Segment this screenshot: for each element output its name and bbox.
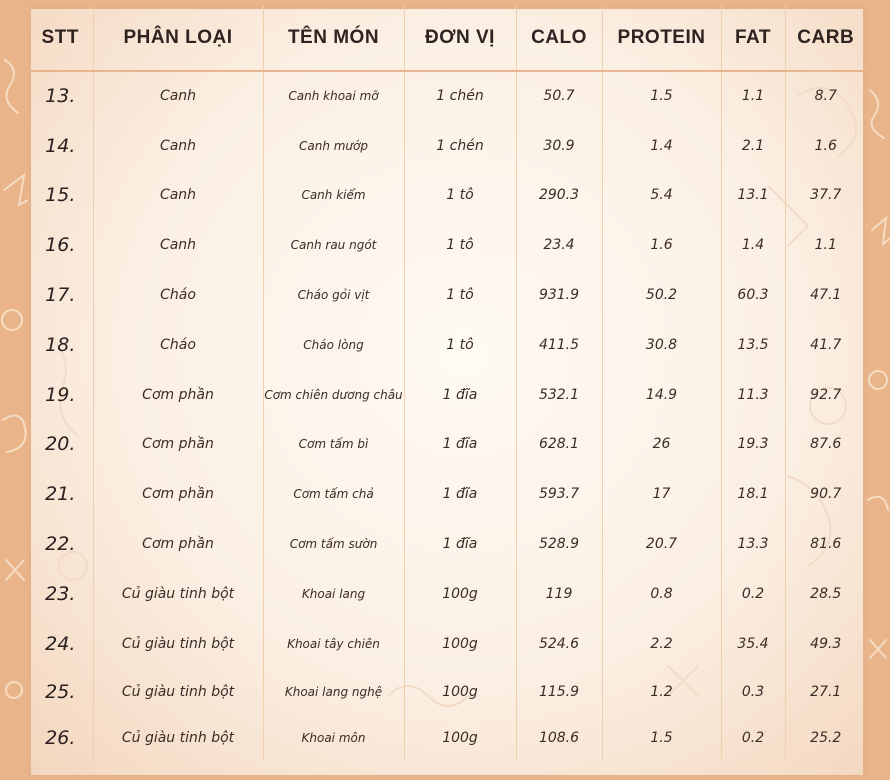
cell-dish: Cháo gỏi vịt: [263, 270, 404, 320]
cell-category: Cơm phần: [93, 469, 263, 519]
cell-calo: 115.9: [516, 669, 602, 715]
table-row: [28, 220, 866, 270]
cell-category: Canh: [93, 121, 263, 171]
table-row: [28, 171, 866, 221]
cell-protein: 1.6: [602, 220, 721, 270]
cell-calo: 119: [516, 569, 602, 619]
cell-calo: 931.9: [516, 270, 602, 320]
cell-unit: 100g: [404, 669, 516, 715]
cell-fat: 19.3: [721, 420, 785, 470]
cell-fat: 18.1: [721, 469, 785, 519]
cell-carb: 1.6: [785, 121, 866, 171]
cell-carb: 87.6: [785, 420, 866, 470]
cell-category: Cháo: [93, 320, 263, 370]
cell-unit: 1 chén: [404, 71, 516, 121]
cell-category: Canh: [93, 220, 263, 270]
cell-calo: 628.1: [516, 420, 602, 470]
cell-fat: 0.2: [721, 715, 785, 761]
cell-category: Củ giàu tinh bột: [93, 619, 263, 669]
cell-protein: 1.2: [602, 669, 721, 715]
cell-category: Cơm phần: [93, 370, 263, 420]
cell-dish: Canh khoai mỡ: [263, 71, 404, 121]
cell-unit: 100g: [404, 619, 516, 669]
table-row: [28, 270, 866, 320]
cell-stt: 24.: [45, 632, 76, 655]
cell-carb: 28.5: [785, 569, 866, 619]
cell-calo: 108.6: [516, 715, 602, 761]
table-body: [28, 71, 866, 761]
header-calo: CALO: [516, 6, 602, 71]
cell-calo: 532.1: [516, 370, 602, 420]
cell-fat: 2.1: [721, 121, 785, 171]
cell-fat: 13.1: [721, 171, 785, 221]
table-row: [28, 370, 866, 420]
table-row: [28, 121, 866, 171]
cell-calo: 23.4: [516, 220, 602, 270]
cell-carb: 47.1: [785, 270, 866, 320]
cell-stt: 14.: [45, 134, 76, 157]
cell-fat: 13.5: [721, 320, 785, 370]
cell-dish: Cơm tấm sườn: [263, 519, 404, 569]
cell-unit: 1 đĩa: [404, 469, 516, 519]
cell-dish: Khoai môn: [263, 715, 404, 761]
header-protein: PROTEIN: [602, 6, 721, 71]
table-row: [28, 669, 866, 715]
cell-stt: 15.: [45, 184, 76, 207]
cell-stt: 26.: [45, 726, 76, 749]
cell-unit: 100g: [404, 569, 516, 619]
cell-carb: 8.7: [785, 71, 866, 121]
cell-calo: 528.9: [516, 519, 602, 569]
cell-stt: 23.: [45, 582, 76, 605]
cell-carb: 49.3: [785, 619, 866, 669]
cell-unit: 1 đĩa: [404, 420, 516, 470]
cell-dish: Khoai tây chiên: [263, 619, 404, 669]
cell-calo: 593.7: [516, 469, 602, 519]
cell-carb: 81.6: [785, 519, 866, 569]
cell-stt: 18.: [45, 333, 76, 356]
cell-stt: 13.: [45, 85, 76, 108]
cell-stt: 22.: [45, 533, 76, 556]
cell-protein: 0.8: [602, 569, 721, 619]
header-stt: STT: [28, 6, 93, 71]
cell-stt: 21.: [45, 483, 76, 506]
cell-protein: 14.9: [602, 370, 721, 420]
cell-dish: Cơm chiên dương châu: [263, 370, 404, 420]
cell-calo: 524.6: [516, 619, 602, 669]
cell-dish: Canh kiểm: [263, 171, 404, 221]
cell-dish: Canh mướp: [263, 121, 404, 171]
cell-stt: 19.: [45, 383, 76, 406]
nutrition-table: [28, 6, 866, 761]
cell-unit: 1 chén: [404, 121, 516, 171]
cell-fat: 35.4: [721, 619, 785, 669]
cell-fat: 0.2: [721, 569, 785, 619]
cell-category: Cháo: [93, 270, 263, 320]
table-row: [28, 715, 866, 761]
cell-unit: 1 tô: [404, 320, 516, 370]
cell-carb: 27.1: [785, 669, 866, 715]
table-row: [28, 519, 866, 569]
header-unit: ĐƠN VỊ: [404, 6, 516, 71]
cell-calo: 50.7: [516, 71, 602, 121]
cell-calo: 411.5: [516, 320, 602, 370]
cell-category: Canh: [93, 171, 263, 221]
cell-category: Cơm phần: [93, 519, 263, 569]
cell-protein: 5.4: [602, 171, 721, 221]
cell-protein: 1.5: [602, 715, 721, 761]
cell-unit: 1 đĩa: [404, 370, 516, 420]
cell-dish: Khoai lang nghệ: [263, 669, 404, 715]
cell-carb: 90.7: [785, 469, 866, 519]
cell-category: Củ giàu tinh bột: [93, 669, 263, 715]
cell-carb: 37.7: [785, 171, 866, 221]
table-row: [28, 320, 866, 370]
cell-fat: 1.1: [721, 71, 785, 121]
cell-unit: 100g: [404, 715, 516, 761]
cell-protein: 50.2: [602, 270, 721, 320]
cell-protein: 1.5: [602, 71, 721, 121]
cell-category: Củ giàu tinh bột: [93, 715, 263, 761]
table-row: [28, 469, 866, 519]
table-row: [28, 619, 866, 669]
table-row: [28, 71, 866, 121]
header-carb: CARB: [785, 6, 866, 71]
cell-protein: 1.4: [602, 121, 721, 171]
cell-protein: 20.7: [602, 519, 721, 569]
table-header: [28, 6, 866, 71]
header-dish: TÊN MÓN: [263, 6, 404, 71]
cell-fat: 0.3: [721, 669, 785, 715]
cell-carb: 1.1: [785, 220, 866, 270]
header-fat: FAT: [721, 6, 785, 71]
cell-unit: 1 tô: [404, 270, 516, 320]
cell-dish: Khoai lang: [263, 569, 404, 619]
cell-category: Cơm phần: [93, 420, 263, 470]
table-row: [28, 420, 866, 470]
cell-stt: 16.: [45, 234, 76, 257]
cell-unit: 1 đĩa: [404, 519, 516, 569]
cell-carb: 25.2: [785, 715, 866, 761]
cell-fat: 60.3: [721, 270, 785, 320]
nutrition-table-panel: [28, 6, 866, 778]
cell-dish: Cháo lòng: [263, 320, 404, 370]
cell-fat: 13.3: [721, 519, 785, 569]
table-row: [28, 569, 866, 619]
cell-unit: 1 tô: [404, 171, 516, 221]
cell-protein: 2.2: [602, 619, 721, 669]
cell-carb: 41.7: [785, 320, 866, 370]
cell-carb: 92.7: [785, 370, 866, 420]
cell-calo: 30.9: [516, 121, 602, 171]
cell-dish: Cơm tấm chả: [263, 469, 404, 519]
cell-unit: 1 tô: [404, 220, 516, 270]
header-category: PHÂN LOẠI: [93, 6, 263, 71]
cell-category: Củ giàu tinh bột: [93, 569, 263, 619]
cell-fat: 1.4: [721, 220, 785, 270]
cell-protein: 30.8: [602, 320, 721, 370]
cell-dish: Canh rau ngót: [263, 220, 404, 270]
cell-protein: 17: [602, 469, 721, 519]
cell-stt: 17.: [45, 284, 76, 307]
cell-stt: 25.: [45, 680, 76, 703]
cell-fat: 11.3: [721, 370, 785, 420]
cell-category: Canh: [93, 71, 263, 121]
cell-stt: 20.: [45, 433, 76, 456]
cell-calo: 290.3: [516, 171, 602, 221]
cell-protein: 26: [602, 420, 721, 470]
cell-dish: Cơm tấm bì: [263, 420, 404, 470]
